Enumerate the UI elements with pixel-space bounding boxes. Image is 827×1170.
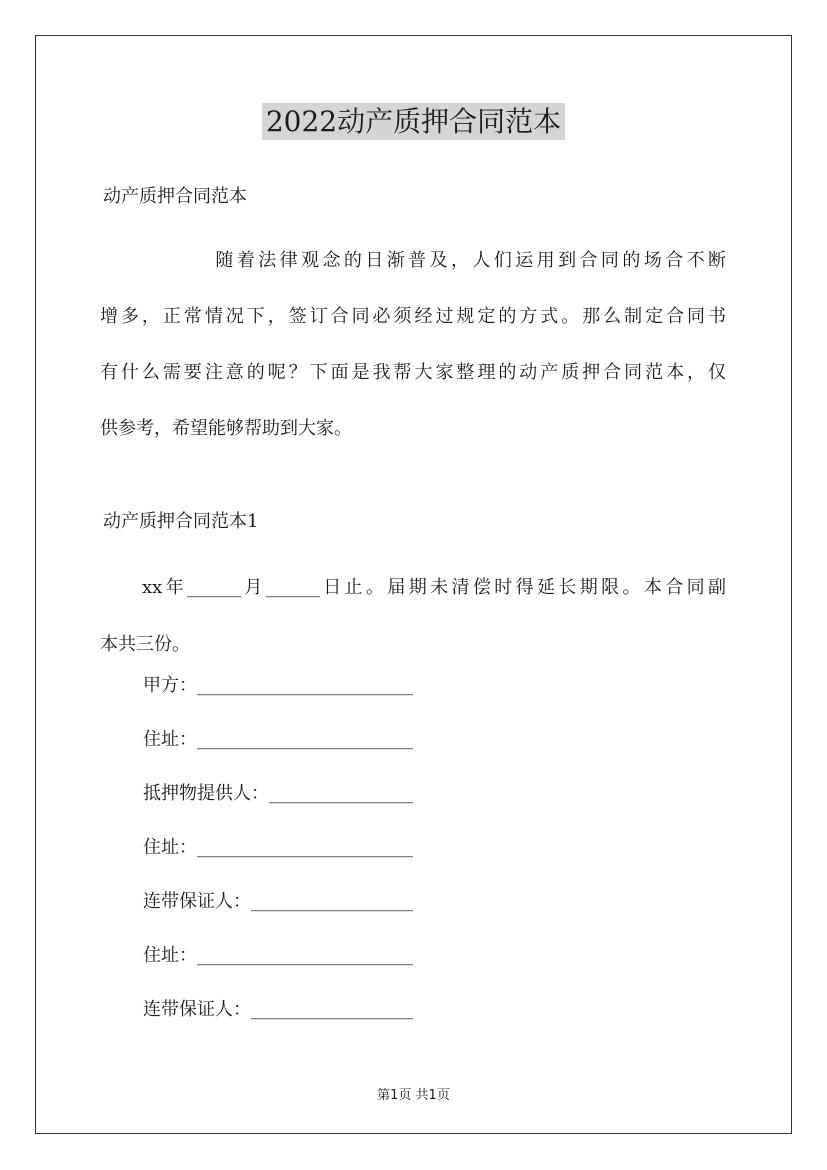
field-address: 住址：________________________ (143, 729, 413, 750)
section-line: xx年______月______日止。届期未清偿时得延长期限。本合同副 (142, 577, 726, 598)
document-title (0, 100, 827, 140)
document-subtitle: 动产质押合同范本 (103, 186, 247, 207)
intro-paragraph (100, 233, 726, 457)
field-address: 住址：________________________ (143, 945, 413, 966)
document-title-text: 2022动产质押合同范本 (262, 103, 565, 140)
page-footer: 第1页 共1页 (377, 1088, 450, 1103)
intro-line: 增多，正常情况下，签订合同必须经过规定的方式。那么制定合同书 (100, 306, 726, 327)
section-paragraph (100, 559, 726, 673)
field-guarantor: 连带保证人：__________________ (143, 891, 413, 912)
field-guarantor: 连带保证人：__________________ (143, 999, 413, 1020)
field-pledge-provider: 抵押物提供人：________________ (143, 783, 413, 804)
section-heading: 动产质押合同范本1 (103, 511, 259, 532)
field-address: 住址：________________________ (143, 837, 413, 858)
intro-line: 有什么需要注意的呢？下面是我帮大家整理的动产质押合同范本，仅 (100, 362, 726, 383)
field-party-a: 甲方：________________________ (143, 675, 413, 696)
intro-line: 供参考，希望能够帮助到大家。 (100, 418, 352, 439)
section-line: 本共三份。 (100, 634, 190, 655)
intro-line: 随着法律观念的日渐普及，人们运用到合同的场合不断 (212, 250, 726, 271)
